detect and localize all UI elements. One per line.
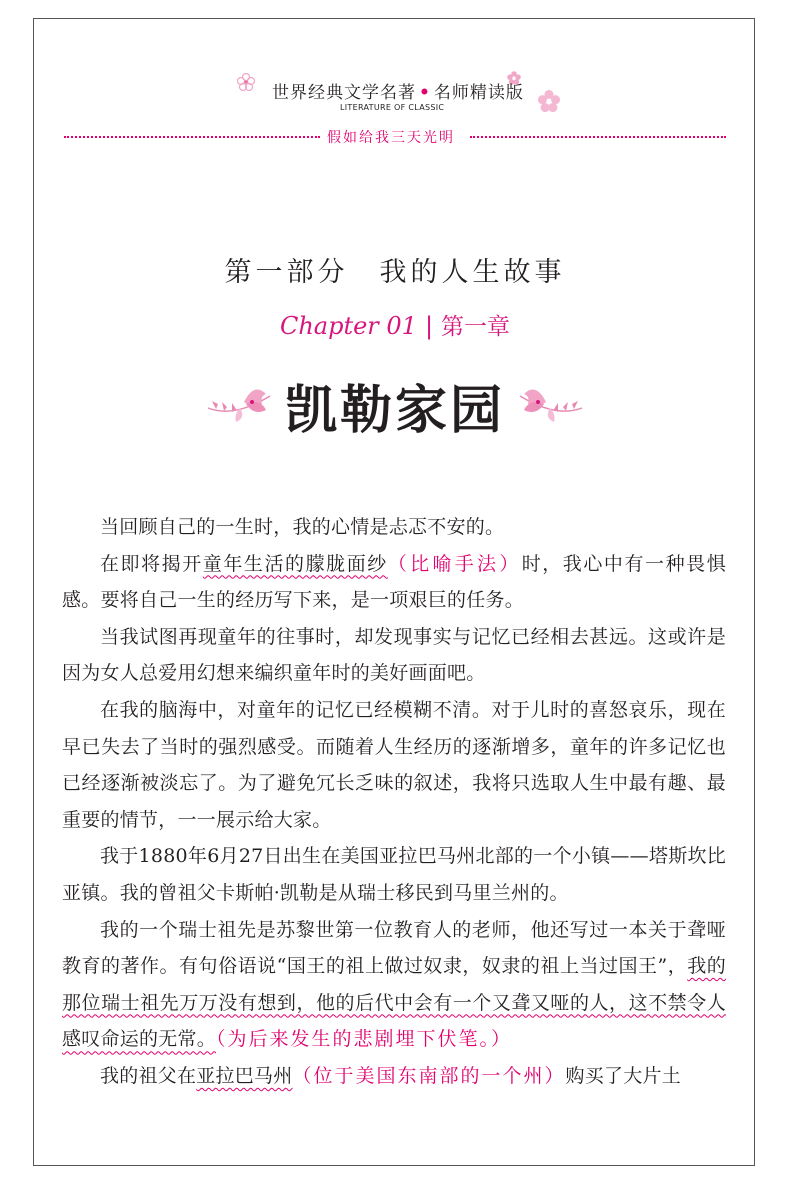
annotation-note: （位于美国东南部的一个州） — [292, 1064, 566, 1087]
paragraph — [62, 546, 726, 619]
chapter-number-en: Chapter 01 — [279, 312, 417, 340]
paragraph-text: 当回顾自己的一生时，我的心情是忐忑不安的。 — [100, 516, 505, 538]
paragraph-text: 我的一个瑞士祖先是苏黎世第一位教育人的老师，他还写过一本关于聋哑教育的著作。有句俗语说“国王的祖上做过奴隶，奴隶的祖上当过国王”， — [62, 918, 726, 978]
part-title: 第一部分 我的人生故事 — [224, 257, 566, 288]
paragraph-text: 我于1880年6月27日出生在美国亚拉巴马州北部的一个小镇——塔斯坎比亚镇。我的曾祖父卡斯帕·凯勒是从瑞士移民到马里兰州的。 — [62, 845, 726, 904]
chapter-number-cn: 第一章 — [441, 314, 511, 340]
highlighted-phrase: 亚拉巴马州 — [196, 1064, 293, 1087]
paragraph — [62, 1058, 726, 1095]
paragraph — [62, 692, 726, 838]
annotation-note: （比喻手法） — [387, 552, 522, 575]
series-subtitle: LITERATURE OF CLASSIC — [340, 103, 445, 112]
series-title-b: 名师精读版 — [433, 83, 524, 103]
chapter-title: 凯勒家园 — [284, 381, 505, 441]
book-title: 假如给我三天光明 — [323, 127, 459, 147]
paragraph — [62, 838, 726, 911]
series-title — [272, 78, 524, 103]
paragraph-text: 购买了大片土 — [565, 1064, 682, 1087]
paragraph-text: 当我试图再现童年的往事时，却发现事实与记忆已经相去甚远。这或许是因为女人总爱用幻想来编织童年时的美好画面吧。 — [62, 625, 726, 685]
dotted-rule-right — [470, 136, 726, 138]
paragraph-text: 我的祖父在 — [100, 1064, 197, 1087]
chapter-line — [0, 308, 790, 341]
series-title-a: 世界经典文学名著 — [272, 83, 416, 103]
annotation-note: （为后来发生的悲剧埋下伏笔。） — [216, 1028, 513, 1051]
paragraph-text: 在即将揭开 — [100, 552, 203, 575]
flower-icon — [536, 88, 562, 114]
paragraph — [62, 509, 726, 546]
body-text — [62, 509, 726, 1095]
paragraph — [62, 619, 726, 692]
flower-icon — [236, 72, 256, 92]
series-dot: • — [419, 83, 431, 103]
paragraph — [62, 912, 726, 1058]
highlighted-phrase: 童年生活的朦胧面纱 — [202, 552, 388, 575]
highlighted-phrase: 我的那位瑞士祖先万万没有想到，他的后代中会有一个又聋又哑的人，这不禁令人感叹命运的无常。 — [62, 955, 726, 1051]
chapter-separator: | — [424, 312, 434, 340]
paragraph-text: 时，我心中有一种畏惧感。要将自己一生的经历写下来，是一项艰巨的任务。 — [62, 552, 726, 612]
dotted-rule-left — [64, 136, 320, 138]
paragraph-text: 在我的脑海中，对童年的记忆已经模糊不清。对于儿时的喜怒哀乐，现在早已失去了当时的强烈感受。而随着人生经历的逐渐增多，童年的许多记忆也已经逐渐被淡忘了。为了避免冗长乏味的叙述，我将只选取人生中最有趣、最重要的情节，一一展示给大家。 — [62, 698, 726, 831]
